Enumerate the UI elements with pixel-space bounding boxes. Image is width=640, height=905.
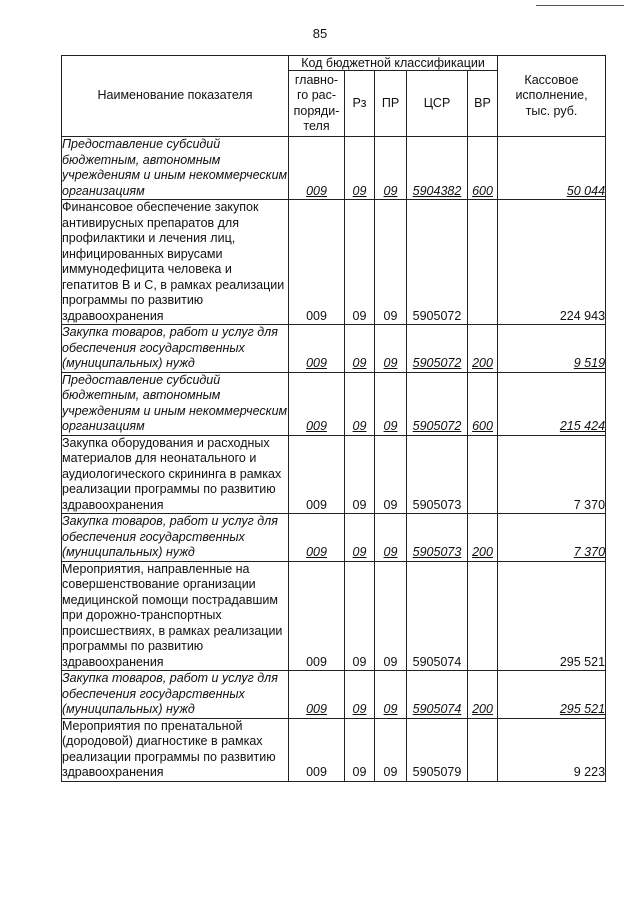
row-pr: 09 [375, 372, 407, 435]
row-admin-code: 009 [289, 137, 345, 200]
table-row [62, 200, 606, 325]
header-amount: Кассовое исполнение, тыс. руб. [498, 56, 606, 137]
row-pr: 09 [375, 200, 407, 325]
header-admin: главно-го рас-поряди-теля [289, 71, 345, 137]
row-rz: 09 [345, 514, 375, 562]
row-admin-code: 009 [289, 435, 345, 514]
row-vr [468, 561, 498, 671]
row-pr: 09 [375, 137, 407, 200]
row-name: Закупка товаров, работ и услуг для обеспечения государственных (муниципальных) нужд [62, 671, 289, 719]
row-vr: 200 [468, 514, 498, 562]
row-vr: 200 [468, 325, 498, 373]
row-vr: 600 [468, 137, 498, 200]
row-rz: 09 [345, 435, 375, 514]
row-pr: 09 [375, 435, 407, 514]
row-csr: 5905073 [407, 514, 468, 562]
budget-table [61, 55, 606, 782]
row-csr: 5905074 [407, 671, 468, 719]
row-amount: 295 521 [498, 671, 606, 719]
row-rz: 09 [345, 200, 375, 325]
row-vr: 200 [468, 671, 498, 719]
row-amount: 224 943 [498, 200, 606, 325]
table-row [62, 325, 606, 373]
row-amount: 7 370 [498, 514, 606, 562]
row-pr: 09 [375, 514, 407, 562]
row-amount: 7 370 [498, 435, 606, 514]
header-csr: ЦСР [407, 71, 468, 137]
row-vr [468, 435, 498, 514]
row-csr: 5905072 [407, 200, 468, 325]
row-pr: 09 [375, 561, 407, 671]
row-name: Закупка товаров, работ и услуг для обеспечения государственных (муниципальных) нужд [62, 325, 289, 373]
row-name: Финансовое обеспечение закупок антивирусных препаратов для профилактики и лечения лиц, инфицированных вирусами иммунодефицита человека и гепатитов В и С, в рамках реализации программы по развитию здравоохранения [62, 200, 289, 325]
row-pr: 09 [375, 718, 407, 781]
row-rz: 09 [345, 137, 375, 200]
header-rz: Рз [345, 71, 375, 137]
page-number: 85 [312, 26, 328, 41]
row-admin-code: 009 [289, 671, 345, 719]
row-csr: 5905073 [407, 435, 468, 514]
row-name: Закупка оборудования и расходных материалов для неонатального и аудиологического скрининга в рамках реализации программы по развитию здравоохранения [62, 435, 289, 514]
header-pr: ПР [375, 71, 407, 137]
row-csr: 5904382 [407, 137, 468, 200]
table-row [62, 514, 606, 562]
row-rz: 09 [345, 718, 375, 781]
row-vr [468, 200, 498, 325]
table-row [62, 137, 606, 200]
header-name: Наименование показателя [62, 56, 289, 137]
row-name: Мероприятия, направленные на совершенствование организации медицинской помощи пострадавшим при дорожно-транспортных происшествиях, в рамках реализации программы по развитию здравоохранения [62, 561, 289, 671]
row-rz: 09 [345, 372, 375, 435]
row-admin-code: 009 [289, 718, 345, 781]
row-admin-code: 009 [289, 200, 345, 325]
row-admin-code: 009 [289, 514, 345, 562]
row-csr: 5905074 [407, 561, 468, 671]
row-vr: 600 [468, 372, 498, 435]
table-row [62, 671, 606, 719]
row-admin-code: 009 [289, 372, 345, 435]
table-row [62, 435, 606, 514]
row-amount: 215 424 [498, 372, 606, 435]
table-row [62, 372, 606, 435]
row-name: Предоставление субсидий бюджетным, автономным учреждениям и иным некоммерческим организациям [62, 137, 288, 198]
row-pr: 09 [375, 671, 407, 719]
row-csr: 5905072 [407, 372, 468, 435]
header-code-group: Код бюджетной классификации [289, 56, 498, 71]
row-admin-code: 009 [289, 561, 345, 671]
row-amount: 9 223 [498, 718, 606, 781]
row-csr: 5905072 [407, 325, 468, 373]
row-amount: 50 044 [498, 137, 606, 200]
row-amount: 9 519 [498, 325, 606, 373]
table-row [62, 718, 606, 781]
table-row [62, 561, 606, 671]
row-rz: 09 [345, 561, 375, 671]
top-rule [536, 5, 624, 6]
row-name: Мероприятия по пренатальной (дородовой) диагностике в рамках реализации программы по развитию здравоохранения [62, 718, 289, 781]
row-rz: 09 [345, 325, 375, 373]
row-name: Закупка товаров, работ и услуг для обеспечения государственных (муниципальных) нужд [62, 514, 289, 562]
row-name: Предоставление субсидий бюджетным, автономным учреждениям и иным некоммерческим организациям [62, 372, 288, 433]
row-csr: 5905079 [407, 718, 468, 781]
header-vr: ВР [468, 71, 498, 137]
row-pr: 09 [375, 325, 407, 373]
row-rz: 09 [345, 671, 375, 719]
row-vr [468, 718, 498, 781]
row-admin-code: 009 [289, 325, 345, 373]
row-amount: 295 521 [498, 561, 606, 671]
